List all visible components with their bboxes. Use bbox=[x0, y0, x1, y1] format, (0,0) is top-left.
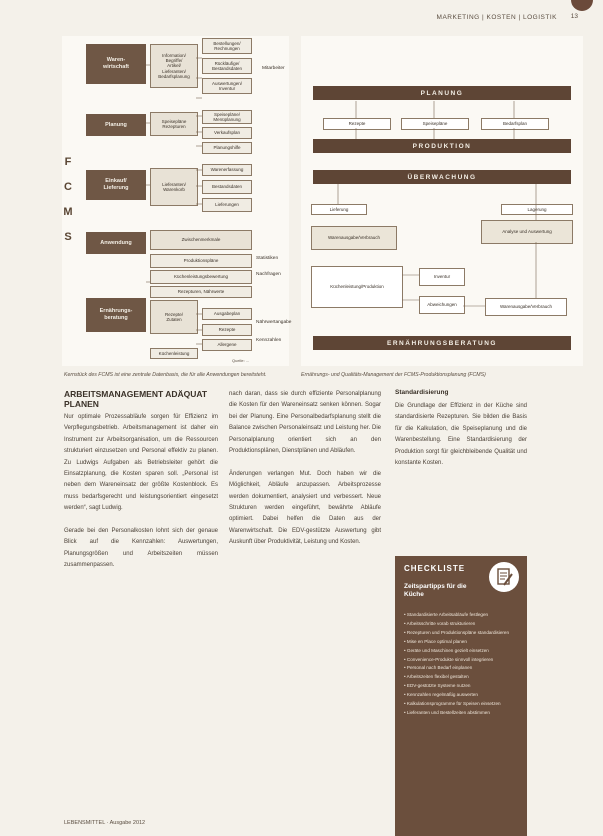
side-label: Kennzahlen bbox=[256, 338, 282, 343]
category-box: Anwendung bbox=[86, 232, 146, 254]
page-footer: LEBENSMITTEL · Ausgabe 2012 bbox=[64, 820, 146, 826]
page-number: 13 bbox=[570, 13, 578, 20]
fcms-letter: F bbox=[64, 156, 72, 168]
checklist-item: • Arbeitsschritte vorab strukturieren bbox=[404, 620, 519, 627]
detail-box: Allergene bbox=[202, 339, 252, 351]
checklist-icon bbox=[489, 562, 519, 592]
detail-box: Ausgabeplan bbox=[202, 308, 252, 320]
side-label: Statistiken bbox=[256, 256, 279, 261]
detail-box: Küchenleistungsbewertung bbox=[150, 270, 252, 284]
category-box: Planung bbox=[86, 114, 146, 136]
checklist-item: • Standardisierte Arbeitsabläufe festlegen bbox=[404, 611, 519, 618]
checklist-item: • Personal nach Bedarf einplanen bbox=[404, 664, 519, 671]
info-box: Rezepte/ Zutaten bbox=[150, 300, 198, 334]
subsection-heading: Standardisierung bbox=[395, 389, 449, 396]
process-bar: PLANUNG bbox=[313, 86, 571, 100]
checklist-item: • Kennzahlen regelmäßig auswerten bbox=[404, 691, 519, 698]
checklist-item: • Convenience-Produkte sinnvoll integrieren bbox=[404, 656, 519, 663]
checklist-title: CHECKLISTE bbox=[404, 564, 466, 573]
checklist-item: • Mise en Place optimal planen bbox=[404, 638, 519, 645]
monitor-box: Abweichungen bbox=[419, 296, 465, 314]
checklist-item: • Rezepturen und Produktionspläne standardisieren bbox=[404, 629, 519, 636]
right-caption: Ernährungs- und Qualitäts-Management der FCMS-Produktionsplanung (FCMS) bbox=[301, 372, 486, 378]
monitor-box: Lagerung bbox=[501, 204, 573, 215]
monitor-box: Lieferung bbox=[311, 204, 367, 215]
detail-box: Bestellungen/ Rechnungen bbox=[202, 38, 252, 54]
detail-box: Speisepläne/ Menüplanung bbox=[202, 110, 252, 124]
detail-box: Auswertungen/ Inventur bbox=[202, 78, 252, 94]
plan-box: Bedarfsplan bbox=[481, 118, 549, 130]
monitor-box: Analyse und Auswertung bbox=[481, 220, 573, 244]
category-box: Einkauf/ Lieferung bbox=[86, 170, 146, 200]
fcms-letter: M bbox=[63, 206, 73, 218]
detail-box: Verkaufsplan bbox=[202, 127, 252, 139]
monitor-box: Warenausgabe/Verbrauch bbox=[485, 298, 567, 316]
plan-box: Rezepte bbox=[323, 118, 391, 130]
monitor-box: Küchenleistung/Produktion bbox=[311, 266, 403, 308]
section-header: MARKETING | KOSTEN | LOGISTIK bbox=[436, 14, 557, 21]
fcms-letter: S bbox=[64, 231, 72, 243]
info-box: Lieferanten/ Warenkorb bbox=[150, 168, 198, 206]
monitor-box: Inventur bbox=[419, 268, 465, 286]
diagram-credit: Quelle: ... bbox=[232, 358, 250, 363]
detail-box: Küchenleistung bbox=[150, 348, 198, 359]
detail-box: Bestandsdaten bbox=[202, 180, 252, 194]
fcms-letter: C bbox=[64, 181, 72, 193]
side-label: Mitarbeiter bbox=[262, 66, 285, 71]
process-bar: PRODUKTION bbox=[313, 139, 571, 153]
checklist-item: • Geräte und Maschinen gezielt einsetzen bbox=[404, 647, 519, 654]
info-box: Speisepläne Rezepturen bbox=[150, 112, 198, 136]
process-bar: ERNÄHRUNGSBERATUNG bbox=[313, 336, 571, 350]
process-bar: ÜBERWACHUNG bbox=[313, 170, 571, 184]
category-box: Waren- wirtschaft bbox=[86, 44, 146, 84]
detail-box: Planungshilfe bbox=[202, 142, 252, 154]
side-label: Nachfragen bbox=[256, 272, 281, 277]
article-column-1: Nur optimale Prozessabläufe sorgen für Effizienz im Verpflegungsbetrieb. Arbeitsmanagement ist daher ein Instrument zur Arbeitsorganisation, um die Ressourcen strukturiert einzusetzen und Personal effektiv zu planen. Zu Ludwigs Aufgaben als Betriebsleiter gehört die Einsatzplanung, die Kosten sparen soll. „Personal ist neben dem Wareneinsatz der größte Kostenblock. Es muss bedarfsgerecht und leistungsorientiert eingesetzt werden“, sagt Ludwig. Gerade bei den Personalkosten lohnt sich der genaue Blick auf die Kennzahlen: Auswertungen, Planungsgrößen und Arbeitszeiten müssen zusammenpassen. bbox=[64, 414, 218, 569]
detail-box: Warenerfassung bbox=[202, 164, 252, 176]
checklist-box bbox=[395, 556, 527, 836]
detail-box: Rezepturen, Nährwerte bbox=[150, 286, 252, 298]
detail-box: Rückläufige/ Bestandsdaten bbox=[202, 58, 252, 74]
article-column-2: nach daran, dass sie durch effiziente Personalplanung die Kosten für den Wareneinsatz senken können. Sogar bei der Planung. Eine Personalbedarfsplanung stellt die Balance zwischen Personaleinsatz und Leistung her. Die Personalplanung orientiert sich an den Produktionsplänen, Dienstplänen und Abläufen. Änderungen verlangen Mut. Doch haben wir die Möglichkeit, Abläufe anzupassen. Arbeitsprozesse werden dokumentiert, analysiert und verbessert. Neue Strukturen werden eingeführt, bewährte Abläufe optimiert. Dabei helfen die Daten aus der Warenwirtschaft. Die EDV-gestützte Auswertung gibt Auskunft über Produktivität, Leistung und Kosten. bbox=[229, 391, 381, 546]
monitor-box: Warenausgabe/Verbrauch bbox=[311, 226, 397, 250]
article-heading: ARBEITSMANAGEMENT ADÄQUAT PLANEN bbox=[64, 389, 208, 410]
checklist-items bbox=[404, 611, 519, 718]
info-box: Information/ Begriffe/ Artikel/ Lieferanten/ Bedarfsplanung bbox=[150, 44, 198, 88]
detail-box: Lieferungen bbox=[202, 198, 252, 212]
detail-box: Produktionspläne bbox=[150, 254, 252, 268]
checklist-subtitle: Zeitspartipps für die Küche bbox=[404, 583, 467, 599]
checklist-item: • Arbeitszeiten flexibel gestalten bbox=[404, 673, 519, 680]
info-box: Zwischenmerkmale bbox=[150, 230, 252, 250]
left-caption: Kernstück des FCMS ist eine zentrale Datenbasis, die für alle Anwendungen bereitsteht. bbox=[64, 372, 267, 378]
plan-box: Speisepläne bbox=[401, 118, 469, 130]
checklist-item: • Lieferanten und Bestellzeiten abstimmen bbox=[404, 709, 519, 716]
checklist-item: • Kalkulationsprogramme für Speisen einsetzen bbox=[404, 700, 519, 707]
article-column-3: Die Grundlage der Effizienz in der Küche sind standardisierte Rezepturen. Sie bilden die Basis für die Kalkulation, die Speiseplanung und die Warenbestellung. Eine Standardisierung der Produktion sorgt für gleichbleibende Qualität und konstante Kosten. bbox=[395, 403, 527, 467]
detail-box: Rezepte bbox=[202, 324, 252, 336]
category-box: Ernährungs- beratung bbox=[86, 298, 146, 332]
checklist-item: • EDV-gestützte Systeme nutzen bbox=[404, 682, 519, 689]
side-label: Nährwertangabe bbox=[256, 320, 292, 325]
